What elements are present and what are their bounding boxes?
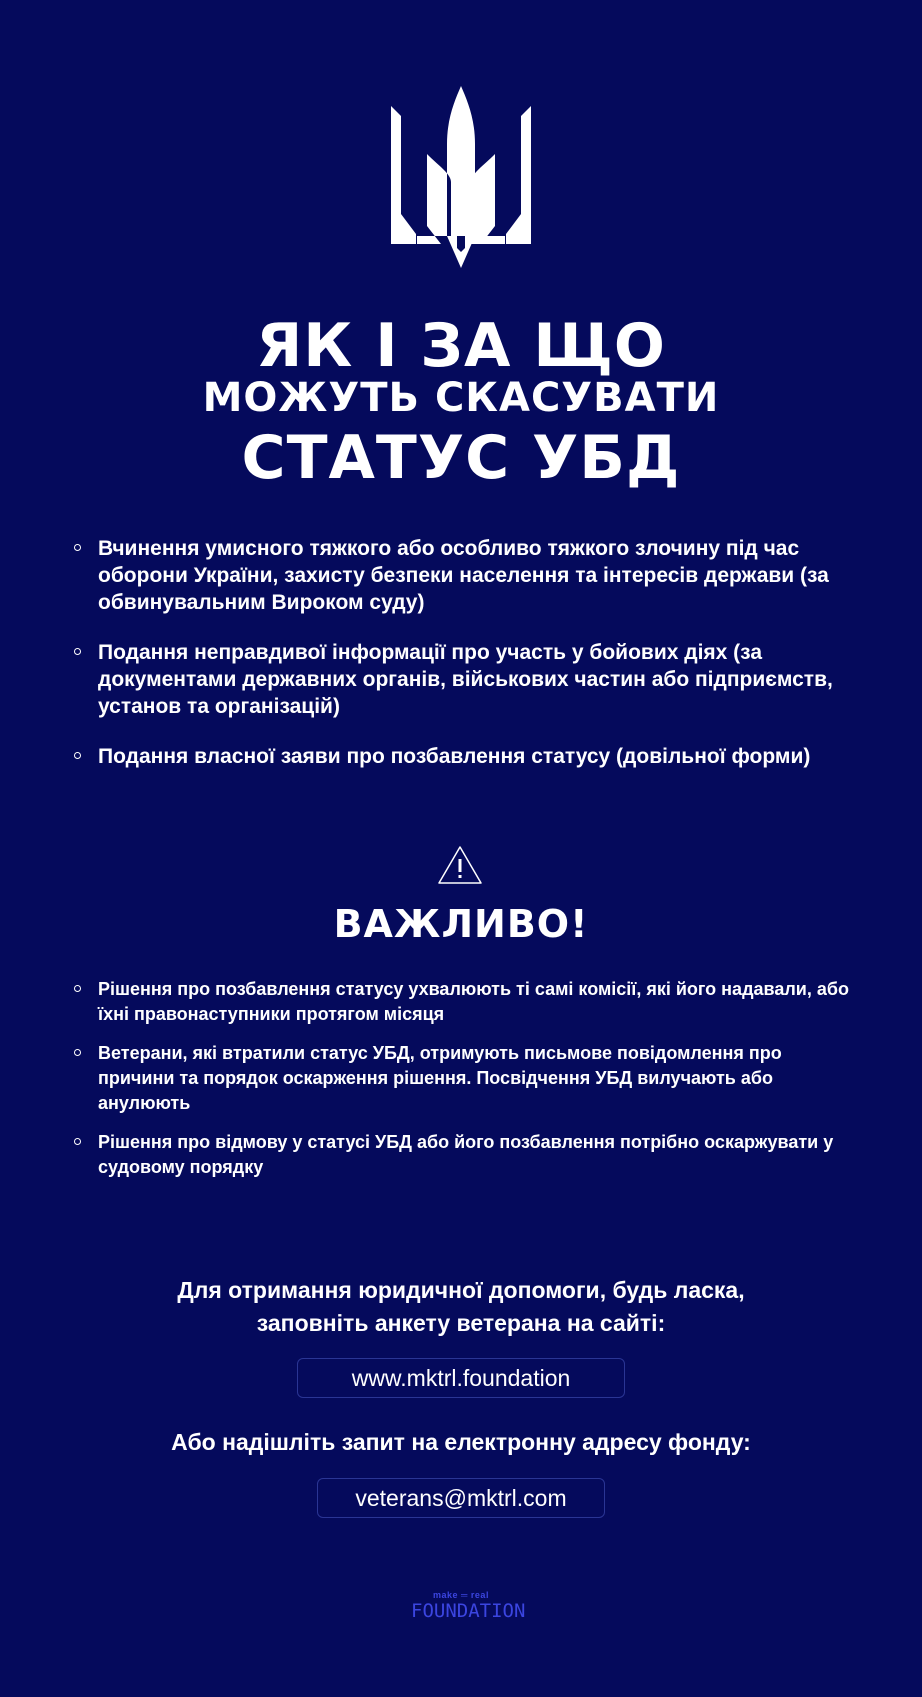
logo-wordmark: FOUNDATION <box>411 1600 526 1622</box>
logo-tagline: make ═ real <box>433 1590 489 1600</box>
legal-help-text <box>0 1274 922 1340</box>
title-line-2: МОЖУТЬ СКАСУВАТИ <box>202 375 720 421</box>
foundation-logo <box>411 1590 526 1624</box>
list-item: Рішення про відмову у статусі УБД або його позбавлення потрібно оскаржувати у судовому порядку <box>70 1130 860 1180</box>
list-item: Вчинення умисного тяжкого або особливо тяжкого злочину під час оборони України, захисту безпеки населення та інтересів держави (за обвинувальним Вироком суду) <box>70 535 860 616</box>
list-item: Рішення про позбавлення статусу ухвалюють ті самі комісії, які його надавали, або їхні правонаступники протягом місяця <box>70 977 860 1027</box>
title-line-3: СТАТУС УБД <box>241 423 681 493</box>
title-line-1: ЯК І ЗА ЩО <box>256 311 666 381</box>
list-item: Ветерани, які втратили статус УБД, отримують письмове повідомлення про причини та порядок оскарження рішення. Посвідчення УБД вилучають або анулюють <box>70 1041 860 1116</box>
email-prompt: Або надішліть запит на електронну адресу фонду: <box>171 1429 751 1455</box>
list-item: Подання власної заяви про позбавлення статусу (довільної форми) <box>70 743 860 770</box>
list-item: Подання неправдивої інформації про участь у бойових діях (за документами державних органів, військових частин або підприємств, установ та організацій) <box>70 639 860 720</box>
important-list <box>70 977 860 1194</box>
email-link[interactable]: veterans@mktrl.com <box>317 1478 605 1518</box>
legal-help-line-1: Для отримання юридичної допомоги, будь ласка, <box>177 1277 745 1303</box>
trident-emblem-icon <box>391 86 531 268</box>
important-heading: ВАЖЛИВО! <box>333 902 589 946</box>
legal-help-line-2: заповніть анкету ветерана на сайті: <box>256 1310 666 1336</box>
page-title <box>0 311 922 493</box>
website-link[interactable]: www.mktrl.foundation <box>297 1358 625 1398</box>
warning-triangle-icon <box>437 845 483 885</box>
reasons-list <box>70 535 860 793</box>
